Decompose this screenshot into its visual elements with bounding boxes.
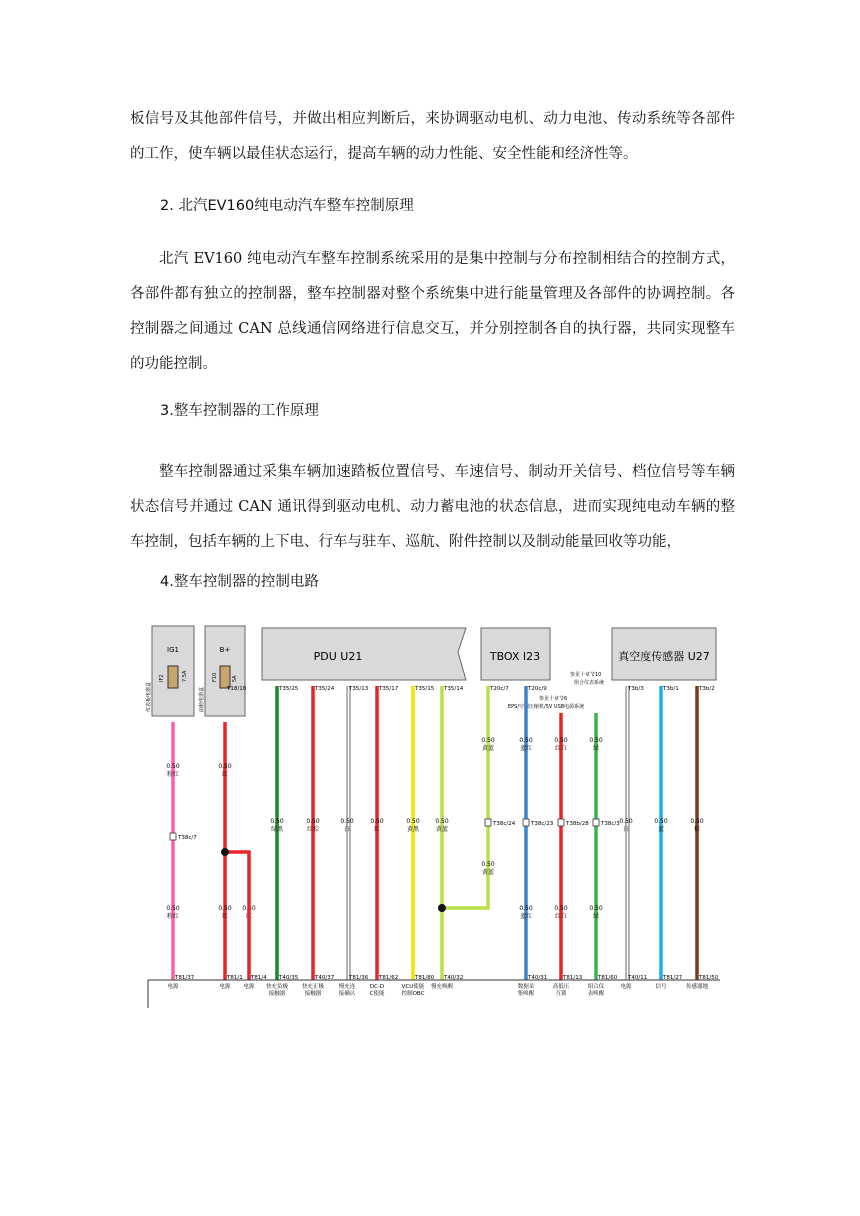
- heading-control-principle: 2. 北汽EV160纯电动汽车整车控制原理: [160, 198, 414, 214]
- wire-color-code: 白: [622, 826, 630, 833]
- wire-color-code: 红棕: [306, 826, 320, 833]
- wire-color-code-lower: 粉红: [166, 913, 180, 920]
- vcu-pin-function-line2: 接触器: [304, 991, 322, 997]
- wire-spec: 0.50: [589, 737, 603, 744]
- wire-spec: 0.50: [166, 763, 180, 770]
- vcu-pin: T81/13: [563, 975, 583, 981]
- vcu-pin: T81/80: [415, 975, 435, 981]
- fuse-box-side-label-1: 仪表板电器盒: [146, 681, 152, 712]
- vcu-pin: T81/60: [598, 975, 618, 981]
- component-boxes: [145, 626, 716, 716]
- vcu-pin-function: 电源: [219, 984, 231, 990]
- wire-color-code-lower: 红: [221, 913, 229, 920]
- paragraph-control-principle: 北汽 EV160 纯电动汽车整车控制系统采用的是集中控制与分布控制相结合的控制方式，各部件都有独立的控制器，整车控制器对整个系统集中进行能量管理及各部件的协调控制。各控制器之间通过 CAN 总线通信网络进行信息交互，并分别控制各自的执行器，共同实现整车的功能控制。: [130, 251, 735, 372]
- wire-color-code-lower: 黄蓝: [481, 869, 495, 876]
- vcu-circuit-diagram: [130, 618, 735, 1008]
- bplus-label: B+: [219, 646, 231, 654]
- wire-spec: 0.50: [270, 818, 284, 825]
- wire-color-code: 棕: [693, 826, 701, 833]
- inline-connector: [485, 819, 491, 826]
- vcu-pin-function-line2: 互锁: [555, 991, 567, 997]
- fuse-f2-symbol: [168, 666, 178, 688]
- vcu-pin-function: 慢充连: [338, 984, 356, 990]
- wire-top-pin: T18/18: [227, 686, 247, 692]
- wire-spec: 0.50: [340, 818, 354, 825]
- inline-connector-label: T38c/3: [601, 821, 620, 827]
- wire-color-code: 红: [373, 826, 381, 833]
- wire-spec-lower: 0.50: [481, 861, 495, 868]
- inline-connector: [558, 819, 564, 826]
- vcu-pin: T40/37: [315, 975, 335, 981]
- ig1-label: IG1: [167, 646, 179, 654]
- wire-color-code: 黄蓝: [435, 826, 449, 833]
- inline-connector-label: T38c/24: [493, 821, 516, 827]
- vcu-pin-function: 信号: [655, 984, 667, 990]
- wire-spec-lower: 0.50: [242, 905, 256, 912]
- heading-control-circuit: 4.整车控制器的控制电路: [160, 574, 319, 590]
- pdu-label: PDU U21: [313, 650, 363, 663]
- wire-spec: 0.50: [435, 818, 449, 825]
- junction-dot-red: [221, 848, 229, 856]
- wire-top-pin: T20c/7: [490, 686, 509, 692]
- ref-note-1b: EPS/空调压缩机/5V USB电源系统: [508, 704, 585, 710]
- vcu-pin-function-line2: 接触器: [268, 991, 286, 997]
- vcu-pin-function: 传感器地: [685, 984, 709, 990]
- junction-dot-yellow: [438, 904, 446, 912]
- vcu-pin-function: 高低压: [552, 984, 570, 990]
- vcu-pin-function: 电源: [167, 984, 179, 990]
- wire-top-pin: T20c/9: [528, 686, 547, 692]
- wire-color-code-lower: 红: [245, 913, 253, 920]
- wire-color-code: 黄黑: [406, 826, 420, 833]
- paragraph-intro: 板信号及其他部件信号，并做出相应判断后，来协调驱动电机、动力电池、传动系统等各部件的工作，使车辆以最佳状态运行，提高车辆的动力性能、安全性能和经济性等。: [130, 111, 735, 162]
- vcu-pin: T40/31: [528, 975, 548, 981]
- wire-color-code: 红白: [554, 745, 568, 752]
- vcu-pin-function: 快充负极: [265, 984, 289, 990]
- pdu-box: [262, 628, 466, 680]
- vcu-pin-function: DC-D: [369, 984, 385, 990]
- wire-color-code: 红: [221, 771, 229, 778]
- wire-spec-lower: 0.50: [218, 905, 232, 912]
- vcu-pin-function-line2: 接确认: [338, 991, 356, 997]
- wire-spec: 0.50: [619, 818, 633, 825]
- wire-spec-lower: 0.50: [166, 905, 180, 912]
- vcu-pin: T40/32: [444, 975, 464, 981]
- wire-color-code: 绿: [592, 745, 600, 752]
- vcu-pin-function: 电源: [243, 984, 255, 990]
- wire-top-pin: T3b/1: [663, 686, 679, 692]
- vcu-pin-function: 组合仪: [587, 984, 605, 990]
- wire-top-pin: T35/15: [415, 686, 435, 692]
- tbox-label: TBOX I23: [489, 650, 541, 663]
- wire-top-pin: T3b/3: [628, 686, 644, 692]
- vcu-pin: T81/62: [379, 975, 399, 981]
- fuse-box-side-label-2: 前舱电器盒: [199, 686, 205, 712]
- wire-top-pin: T35/17: [379, 686, 399, 692]
- wire-spec-lower: 0.50: [554, 905, 568, 912]
- vcu-pin: T81/4: [251, 975, 267, 981]
- vcu-pin-function: VCU使能: [401, 984, 425, 990]
- fuse-f10-name: F10: [212, 672, 218, 682]
- wire-color-code-lower: 蓝红: [519, 913, 533, 920]
- vcu-pin: T40/35: [279, 975, 299, 981]
- fuse-f2-rating: 7.5A: [182, 670, 188, 682]
- vcu-pin: T81/36: [349, 975, 369, 981]
- vacuum-sensor-label: 真空度传感器 U27: [618, 650, 710, 663]
- wire-top-pin: T35/13: [349, 686, 369, 692]
- wire-color-code: 粉红: [166, 771, 180, 778]
- vcu-pin: T81/1: [227, 975, 243, 981]
- wire-color-code: 蓝红: [519, 745, 533, 752]
- ref-note-2b: 组合仪表系统: [574, 680, 605, 686]
- wire-color-code: 白: [343, 826, 351, 833]
- wire-spec-lower: 0.50: [519, 905, 533, 912]
- vcu-pin: T81/37: [175, 975, 195, 981]
- fuse-f2-name: IF2: [159, 674, 165, 682]
- vcu-pin: T81/50: [699, 975, 719, 981]
- inline-connector-label: T38b/28: [566, 821, 589, 827]
- wire-spec: 0.50: [519, 737, 533, 744]
- wire-spec: 0.50: [406, 818, 420, 825]
- inline-connector: [593, 819, 599, 826]
- wire-top-pin: T3b/2: [699, 686, 715, 692]
- wire-color-code-lower: 绿: [592, 913, 600, 920]
- inline-connector-t38c7-label: T38c/7: [178, 835, 197, 841]
- wire-spec-lower: 0.50: [589, 905, 603, 912]
- wire-spec: 0.50: [690, 818, 704, 825]
- wire-top-pin: T35/24: [315, 686, 335, 692]
- wire-spec: 0.50: [370, 818, 384, 825]
- wire-spec: 0.50: [654, 818, 668, 825]
- inline-connector-label: T38c/23: [531, 821, 554, 827]
- wire-spec: 0.50: [306, 818, 320, 825]
- vcu-pin-function: 快充正极: [301, 984, 325, 990]
- vcu-pin-function-line2: 集唤醒: [517, 991, 535, 997]
- ref-note-1: 参见十章节6: [539, 696, 568, 702]
- vcu-pin-function: 电源: [620, 984, 632, 990]
- fuse-f10-rating: 5A: [232, 675, 238, 682]
- wire-top-pin: T35/25: [279, 686, 299, 692]
- wire-color-code: 蓝: [657, 826, 665, 833]
- vcu-pin: T40/11: [628, 975, 648, 981]
- vcu-pin-function-line2: 表唤醒: [587, 991, 605, 997]
- vcu-pin-function: 慢充唤醒: [430, 984, 454, 990]
- paragraph-working-principle: 整车控制器通过采集车辆加速踏板位置信号、车速信号、制动开关信号、档位信号等车辆状态信号并通过 CAN 通讯得到驱动电机、动力蓄电池的状态信息，进而实现纯电动车辆的整车控制，包括车辆的上下电、行车与驻车、巡航、附件控制以及制动能量回收等功能，: [130, 464, 735, 550]
- branch-yellowblue-wire: [442, 883, 488, 908]
- inline-connector: [523, 819, 529, 826]
- wire-top-pin: T35/14: [444, 686, 464, 692]
- vcu-pin-function-line2: C使能: [369, 991, 385, 997]
- ref-note-2: 参见十章节10: [570, 672, 602, 678]
- wire-color-code: 黄蓝: [481, 745, 495, 752]
- heading-working-principle: 3.整车控制器的工作原理: [160, 403, 319, 419]
- vcu-pin: T81/27: [663, 975, 683, 981]
- wire-color-code: 绿黑: [270, 826, 284, 833]
- wire-spec: 0.50: [218, 763, 232, 770]
- vcu-pin-function-line2: 控制OBC: [401, 991, 425, 997]
- vcu-pin-function: 数据采: [517, 984, 535, 990]
- fuse-f10-symbol: [220, 666, 230, 688]
- wire-color-code-lower: 红白: [554, 913, 568, 920]
- wire-spec: 0.50: [481, 737, 495, 744]
- wire-spec: 0.50: [554, 737, 568, 744]
- inline-connector-t38c7: [170, 833, 176, 840]
